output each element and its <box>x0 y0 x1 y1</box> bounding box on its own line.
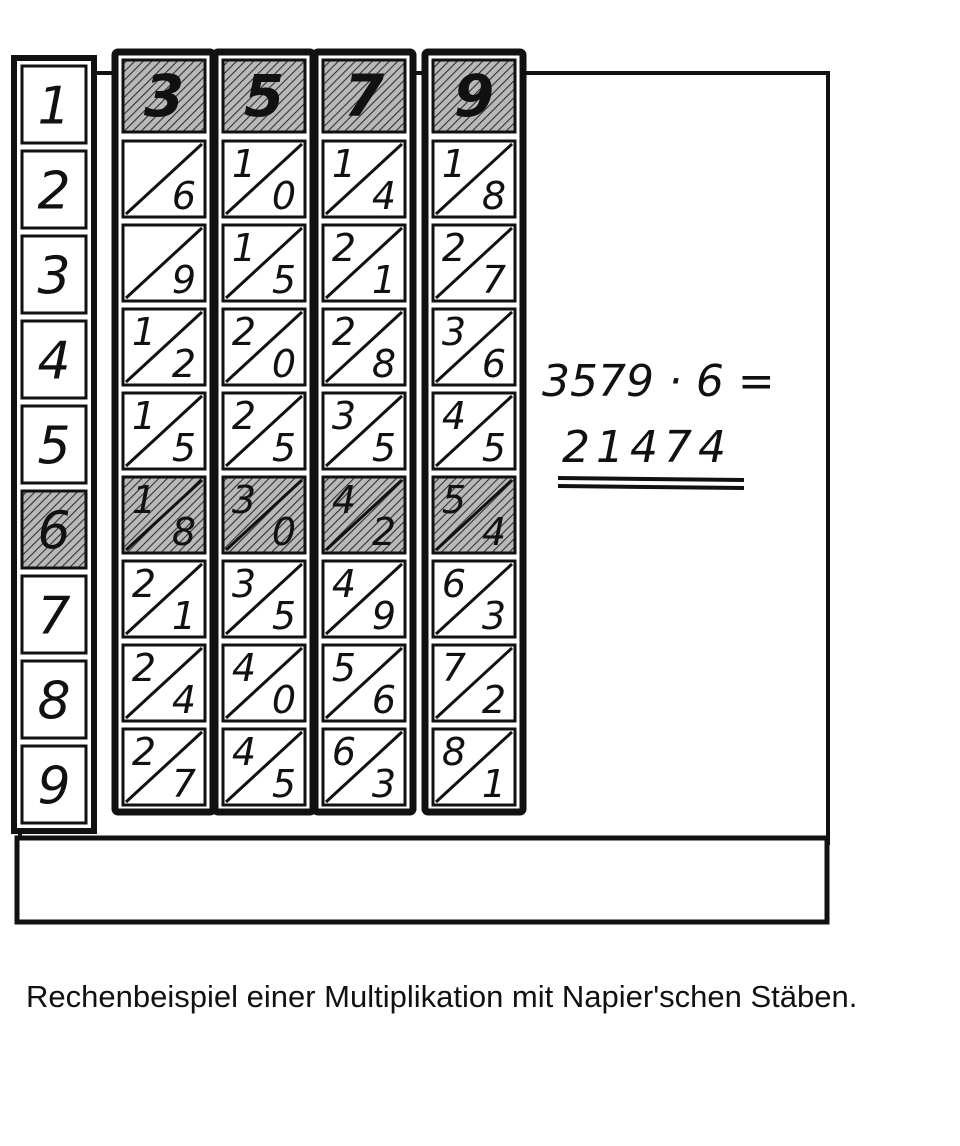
rod-cell-ones: 7 <box>481 258 507 302</box>
rod-cell-ones: 1 <box>371 258 397 302</box>
rod-cell-ones: 8 <box>371 342 397 386</box>
rod-cell-tens: 6 <box>331 730 357 774</box>
rod-cell-tens: 2 <box>441 226 467 270</box>
rods <box>115 52 523 812</box>
rod-cell-tens: 3 <box>231 562 257 606</box>
result-text: 21474 <box>562 422 732 473</box>
rod-cell-tens: 4 <box>231 730 257 774</box>
equation-text: 3579 · 6 = <box>542 356 775 407</box>
rod-header-digit: 7 <box>343 62 385 130</box>
rod-cell-ones: 3 <box>481 594 507 638</box>
rod-cell-tens: 5 <box>441 478 467 522</box>
rod-cell-ones: 2 <box>371 510 397 554</box>
rod-cell-tens: 3 <box>331 394 357 438</box>
rod-cell-ones: 5 <box>371 426 397 470</box>
rod-cell-ones: 6 <box>481 342 507 386</box>
rod-cell-ones: 1 <box>481 762 507 806</box>
rod-cell-tens: 2 <box>331 310 357 354</box>
rod-cell-tens: 3 <box>441 310 467 354</box>
figure-caption: Rechenbeispiel einer Multiplikation mit Napier'schen Stäben. <box>26 979 858 1014</box>
rod-cell-ones: 5 <box>271 762 297 806</box>
rod-cell-tens: 1 <box>331 142 357 186</box>
result-underline-2 <box>558 486 744 488</box>
rod-cell-ones: 5 <box>271 258 297 302</box>
index-digit: 5 <box>37 416 71 477</box>
rod-cell-tens: 3 <box>231 478 257 522</box>
rod <box>315 52 413 812</box>
rod-cell-tens: 4 <box>331 478 357 522</box>
rod-cell-tens: 2 <box>131 562 157 606</box>
rod-cell-ones: 7 <box>171 762 197 806</box>
rod-cell-tens: 2 <box>231 394 257 438</box>
rod-cell-tens: 1 <box>131 310 157 354</box>
rod-cell-tens: 2 <box>131 646 157 690</box>
index-digit: 3 <box>37 246 71 307</box>
rod-cell-ones: 2 <box>171 342 197 386</box>
rod-cell-ones: 0 <box>271 342 297 386</box>
rod-cell-tens: 1 <box>231 226 257 270</box>
index-digit: 8 <box>37 671 71 732</box>
rod-cell-ones: 8 <box>481 174 507 218</box>
rod-cell-ones: 8 <box>171 510 197 554</box>
rod-cell-ones: 3 <box>371 762 397 806</box>
index-column <box>14 58 94 831</box>
rod-cell-ones: 5 <box>171 426 197 470</box>
rod-cell-ones: 0 <box>271 510 297 554</box>
rod-cell-ones: 6 <box>171 174 197 218</box>
rod-cell-tens: 7 <box>441 646 467 690</box>
rod-cell-ones: 5 <box>271 426 297 470</box>
rod-cell-ones: 5 <box>271 594 297 638</box>
rod-cell-tens: 4 <box>331 562 357 606</box>
rod-cell-tens: 5 <box>331 646 357 690</box>
rod-cell-ones: 6 <box>371 678 397 722</box>
rod <box>215 52 313 812</box>
rod-cell-ones: 0 <box>271 174 297 218</box>
index-digit: 6 <box>37 501 71 562</box>
rod <box>425 52 523 812</box>
rod-cell-tens: 2 <box>331 226 357 270</box>
index-digit: 4 <box>37 331 71 392</box>
rod-cell-tens: 1 <box>131 478 157 522</box>
rod-cell-ones: 4 <box>171 678 197 722</box>
rod-cell-ones: 4 <box>481 510 507 554</box>
rod-cell-tens: 2 <box>231 310 257 354</box>
rod-cell-tens: 2 <box>131 730 157 774</box>
rod-header-digit: 9 <box>453 62 495 130</box>
index-digit: 1 <box>37 76 71 137</box>
rod-cell-ones: 1 <box>171 594 197 638</box>
index-digit: 2 <box>37 161 71 222</box>
rod-cell-ones: 0 <box>271 678 297 722</box>
rod-cell-ones: 9 <box>371 594 397 638</box>
rod-cell-ones: 5 <box>481 426 507 470</box>
rod-header-digit: 5 <box>243 62 285 130</box>
rod-cell-ones: 9 <box>171 258 197 302</box>
rod-cell-ones: 4 <box>371 174 397 218</box>
rod-cell-tens: 4 <box>231 646 257 690</box>
rod-cell-tens: 4 <box>441 394 467 438</box>
rod-header-digit: 3 <box>143 62 185 130</box>
board-tray <box>17 838 827 922</box>
rod-cell-tens: 1 <box>441 142 467 186</box>
rod-cell-tens: 8 <box>441 730 467 774</box>
index-digit: 7 <box>37 586 71 647</box>
rod <box>115 52 213 812</box>
index-digit: 9 <box>37 756 71 817</box>
result-underline-1 <box>558 478 744 480</box>
rod-cell-tens: 1 <box>131 394 157 438</box>
rod-cell-tens: 6 <box>441 562 467 606</box>
rod-cell-tens: 1 <box>231 142 257 186</box>
rod-cell-ones: 2 <box>481 678 507 722</box>
